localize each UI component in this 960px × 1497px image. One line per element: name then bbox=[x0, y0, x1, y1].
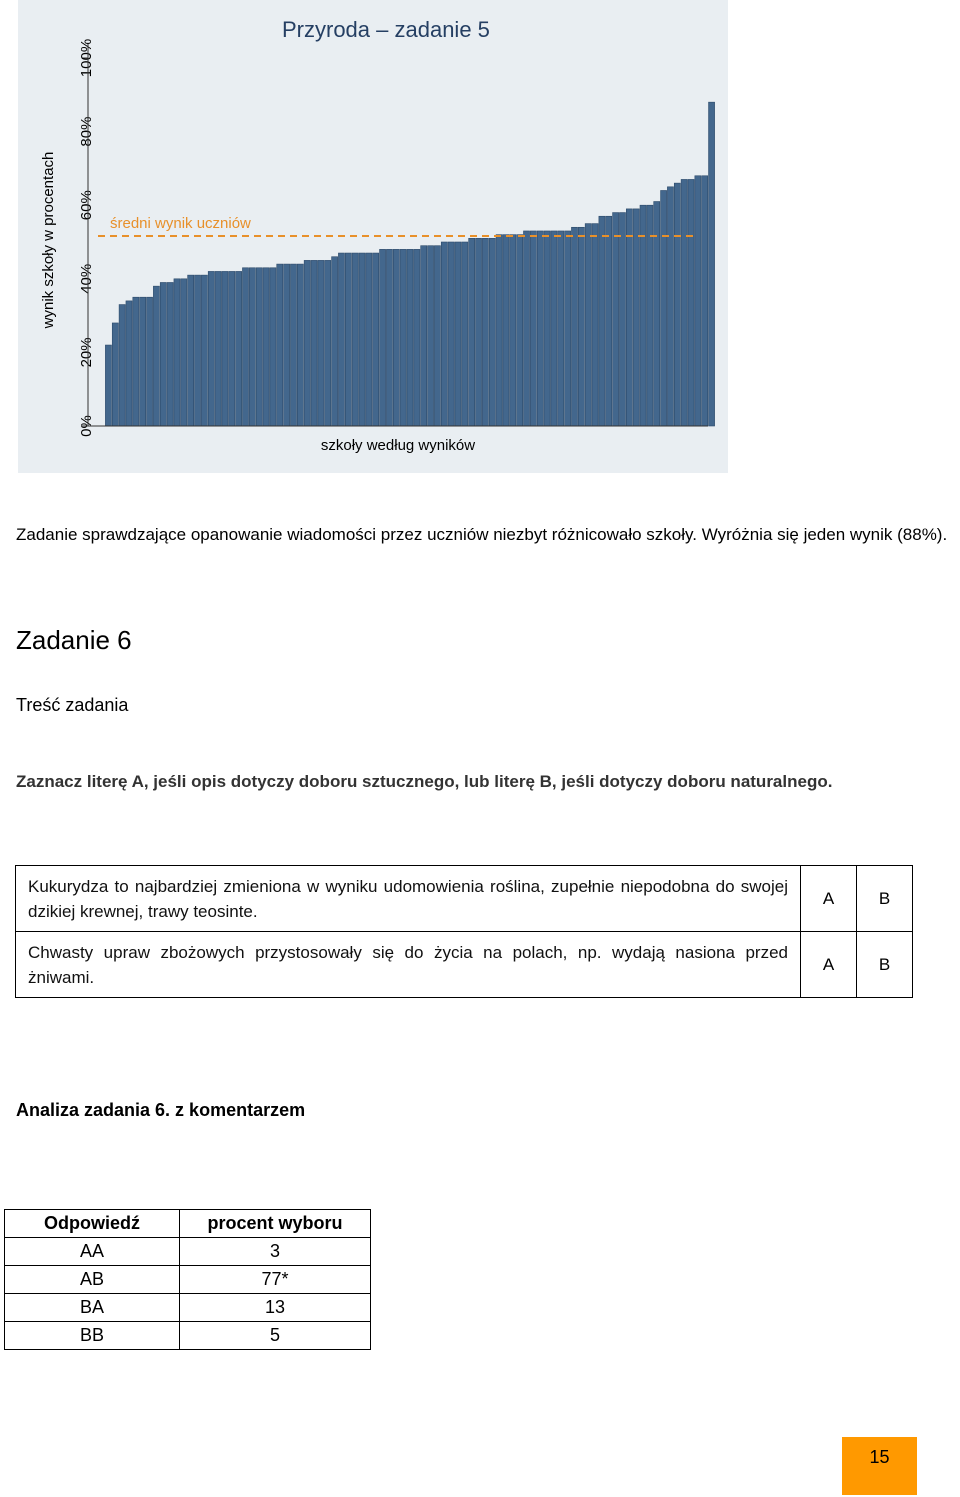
bar bbox=[544, 231, 550, 426]
option-a[interactable]: A bbox=[801, 866, 857, 932]
bar bbox=[551, 231, 557, 426]
bars bbox=[105, 102, 714, 426]
bar bbox=[318, 260, 324, 426]
y-tick-label: 40% bbox=[78, 263, 95, 294]
bar bbox=[208, 271, 214, 426]
bar bbox=[496, 235, 502, 426]
bar bbox=[585, 224, 591, 426]
bar bbox=[510, 235, 516, 426]
statement-row bbox=[16, 932, 913, 998]
bar bbox=[503, 235, 509, 426]
bar bbox=[688, 179, 694, 426]
bar bbox=[263, 268, 269, 426]
percent-cell: 77* bbox=[180, 1266, 371, 1294]
bar bbox=[482, 238, 488, 426]
answer-cell: AB bbox=[5, 1266, 180, 1294]
chart-panel bbox=[18, 0, 728, 473]
bar bbox=[140, 297, 146, 426]
option-a[interactable]: A bbox=[801, 932, 857, 998]
bar bbox=[153, 286, 159, 426]
bar bbox=[476, 238, 482, 426]
page-number: 15 bbox=[842, 1437, 917, 1495]
option-b[interactable]: B bbox=[857, 866, 913, 932]
bar bbox=[407, 249, 413, 426]
bar bbox=[167, 282, 173, 426]
analysis-heading: Analiza zadania 6. z komentarzem bbox=[16, 1100, 306, 1120]
bar bbox=[386, 249, 392, 426]
bar bbox=[195, 275, 201, 426]
bar bbox=[400, 249, 406, 426]
bar bbox=[674, 183, 680, 426]
table-row bbox=[5, 1238, 371, 1266]
bar bbox=[304, 260, 310, 426]
bar bbox=[393, 249, 399, 426]
average-reference-label: średni wynik uczniów bbox=[110, 215, 251, 232]
task-instruction: Zaznacz literę A, jeśli opis dotyczy doboru sztucznego, lub literę B, jeśli dotyczy doboru naturalnego. bbox=[16, 772, 833, 791]
bar bbox=[147, 297, 153, 426]
option-b[interactable]: B bbox=[857, 932, 913, 998]
bar bbox=[201, 275, 207, 426]
bar bbox=[181, 279, 187, 426]
bar bbox=[578, 227, 584, 426]
bar bbox=[681, 179, 687, 426]
bar bbox=[249, 268, 255, 426]
bar bbox=[112, 323, 118, 426]
bar bbox=[702, 176, 708, 426]
x-axis-label: szkoły według wyników bbox=[320, 437, 476, 454]
bar bbox=[332, 257, 338, 426]
bar bbox=[414, 249, 420, 426]
task-heading: Zadanie 6 bbox=[16, 625, 132, 655]
bar bbox=[352, 253, 358, 426]
y-ticks bbox=[78, 39, 95, 437]
bar bbox=[517, 235, 523, 426]
bar bbox=[523, 231, 529, 426]
chart-comment: Zadanie sprawdzające opanowanie wiadomości przez uczniów niezbyt różnicowało szkoły. Wyróżnia się jeden wynik (88%). bbox=[16, 525, 948, 544]
bar bbox=[441, 242, 447, 426]
y-tick-label: 100% bbox=[78, 38, 95, 78]
percent-cell: 5 bbox=[180, 1322, 371, 1350]
bar bbox=[428, 246, 434, 426]
bar bbox=[709, 102, 715, 426]
answer-cell: BB bbox=[5, 1322, 180, 1350]
bar bbox=[455, 242, 461, 426]
bar bbox=[311, 260, 317, 426]
percent-cell: 13 bbox=[180, 1294, 371, 1322]
bar bbox=[380, 249, 386, 426]
bar bbox=[537, 231, 543, 426]
y-axis-label: wynik szkoły w procentach bbox=[40, 151, 57, 329]
bar bbox=[421, 246, 427, 426]
bar bbox=[613, 213, 619, 426]
statement-text: Chwasty upraw zbożowych przystosowały się do życia na polach, np. wydają nasiona przed żniwami. bbox=[16, 932, 801, 998]
statements-table bbox=[15, 865, 913, 998]
bar bbox=[188, 275, 194, 426]
table-row bbox=[5, 1294, 371, 1322]
bar bbox=[105, 345, 111, 426]
bar bbox=[366, 253, 372, 426]
bar bbox=[284, 264, 290, 426]
y-tick-label: 20% bbox=[78, 337, 95, 368]
y-tick-label: 80% bbox=[78, 116, 95, 147]
statement-row bbox=[16, 866, 913, 932]
bar bbox=[256, 268, 262, 426]
answer-cell: BA bbox=[5, 1294, 180, 1322]
results-bar-chart bbox=[18, 0, 728, 473]
answers-table bbox=[4, 1209, 371, 1350]
answer-cell: AA bbox=[5, 1238, 180, 1266]
bar bbox=[695, 176, 701, 426]
bar bbox=[606, 216, 612, 426]
bar bbox=[469, 238, 475, 426]
bar bbox=[592, 224, 598, 426]
percent-cell: 3 bbox=[180, 1238, 371, 1266]
bar bbox=[160, 282, 166, 426]
content-heading: Treść zadania bbox=[16, 695, 129, 715]
bar bbox=[565, 231, 571, 426]
bar bbox=[373, 253, 379, 426]
bar bbox=[297, 264, 303, 426]
bar bbox=[571, 227, 577, 426]
bar bbox=[647, 205, 653, 426]
bar bbox=[661, 190, 667, 426]
statement-text: Kukurydza to najbardziej zmieniona w wyniku udomowienia roślina, zupełnie niepodobna do swojej dzikiej krewnej, trawy teosinte. bbox=[16, 866, 801, 932]
bar bbox=[434, 246, 440, 426]
bar bbox=[462, 242, 468, 426]
bar bbox=[119, 305, 125, 426]
column-header: Odpowiedź bbox=[5, 1210, 180, 1238]
bar bbox=[633, 209, 639, 426]
bar bbox=[530, 231, 536, 426]
bar bbox=[277, 264, 283, 426]
table-row bbox=[5, 1322, 371, 1350]
chart-title: Przyroda – zadanie 5 bbox=[282, 17, 490, 42]
bar bbox=[448, 242, 454, 426]
bar bbox=[133, 297, 139, 426]
table-header-row bbox=[5, 1210, 371, 1238]
bar bbox=[489, 238, 495, 426]
y-tick-label: 60% bbox=[78, 190, 95, 221]
column-header: procent wyboru bbox=[180, 1210, 371, 1238]
bar bbox=[174, 279, 180, 426]
table-row bbox=[5, 1266, 371, 1294]
bar bbox=[619, 213, 625, 426]
bar bbox=[558, 231, 564, 426]
bar bbox=[290, 264, 296, 426]
bar bbox=[338, 253, 344, 426]
bar bbox=[599, 216, 605, 426]
bar bbox=[242, 268, 248, 426]
bar bbox=[215, 271, 221, 426]
y-tick-label: 0% bbox=[78, 415, 95, 437]
bar bbox=[359, 253, 365, 426]
bar bbox=[126, 301, 132, 426]
bar bbox=[325, 260, 331, 426]
bar bbox=[345, 253, 351, 426]
bar bbox=[229, 271, 235, 426]
bar bbox=[236, 271, 242, 426]
bar bbox=[640, 205, 646, 426]
bar bbox=[222, 271, 228, 426]
bar bbox=[626, 209, 632, 426]
bar bbox=[270, 268, 276, 426]
bar bbox=[667, 187, 673, 426]
